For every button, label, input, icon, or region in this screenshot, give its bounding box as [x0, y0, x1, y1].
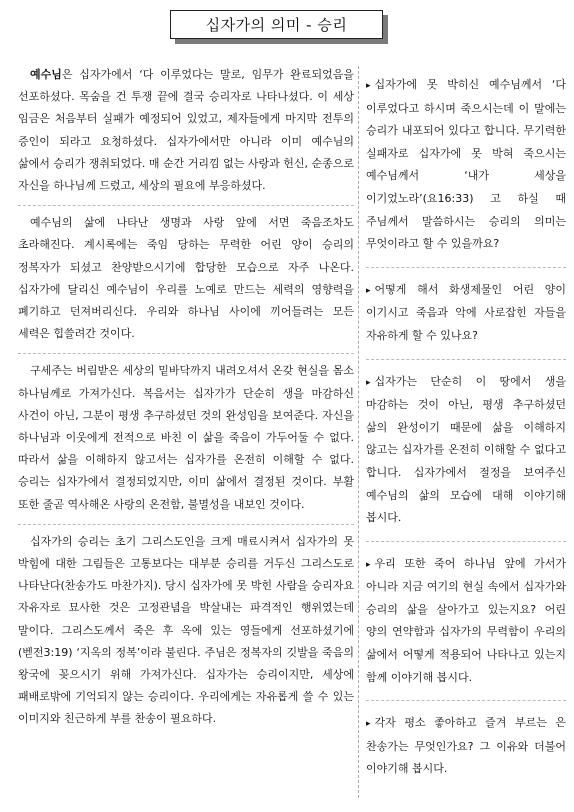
- question-divider: [366, 700, 566, 701]
- question-3: [366, 371, 566, 530]
- question-text: 어떻게 해서 화생제물인 어린 양이 이기시고 죽음과 악에 사로잡힌 자들을 자유하게 할 수 있나요?: [366, 282, 566, 342]
- paragraph-divider: [18, 353, 354, 354]
- question-text: 우리 또한 죽어 하나님 앞에 가서가 아니라 지금 여기의 현실 속에서 십자가와 승리의 삶을 살아가고 있는지요? 어린 양의 연약함과 십자가의 무력함이 우리의 삶에서 어떻게 적용되어 나타나고 있는지 함께 이야기해 봅시다.: [366, 556, 566, 684]
- question-text: 십자가는 단순히 이 땅에서 생을 마감하는 것이 아닌, 평생 추구하셨던 삶의 완성이기 때문에 삶을 이해하지 않고는 십자가를 온전히 이해할 수 없다고 합니다. 십자가에서 절정을 보여주신 예수님의 삶의 모습에 대해 이야기해 봅시다.: [366, 374, 566, 525]
- paragraph-1-text: 은 십자가에서 ‘다 이루었다는 말로, 임무가 완료되었음을 선포하셨다. 목숨을 건 투쟁 끝에 결국 승리자로 나타나셨다. 이 세상 임금은 처음부터 실패가 예정되어 있었고, 제자들에게 마지막 전투의 증인이 되라고 요청하셨다. 십자가에서만 아니라 이미 예수님의 삶에서 승리가 쟁취되었다. 매 순간 거리낌 없는 사랑과 헌신, 순종으로 자신을 하나님께 드렸고, 세상의 필요에 부응하셨다.: [18, 68, 354, 193]
- lead-word: 예수님: [30, 68, 62, 81]
- page-title: 십자가의 의미 - 승리: [170, 10, 383, 39]
- article-paragraph-3: 구세주는 버림받은 세상의 밑바닥까지 내려오셔서 온갖 현실을 몸소 하나님께로 가져가신다. 복음서는 십자가가 단순히 생을 마감하신 사건이 아닌, 그분이 평생 추구하셨던 것의 완성임을 보여준다. 자신을 하나님과 이웃에게 전적으로 바친 이 삶을 죽음이 가두어둘 수 없다. 따라서 삶을 이해하지 않고서는 십자가를 온전히 이해할 수 없다. 승리는 십자가에서 결정되었지만, 이미 삶에서 결정된 것이다. 부활 또한 줄곧 역사해온 사랑의 온전함, 불멸성을 내보인 것이다.: [18, 364, 354, 511]
- title-box: [170, 10, 388, 44]
- bullet-icon: ▸: [366, 559, 371, 570]
- article-column: [18, 64, 354, 731]
- question-divider: [366, 267, 566, 268]
- question-divider: [366, 359, 566, 360]
- paragraph-divider: [18, 524, 354, 525]
- article-paragraph-2: 예수님의 삶에 나타난 생명과 사랑 앞에 서면 죽음조차도 초라해진다. 계시록에는 죽임 당하는 무력한 어린 양이 승리의 정복자가 되셨고 찬양받으시기에 합당한 모습으로 자주 나온다. 십자가에 달리신 예수님이 우리를 노예로 만드는 세력의 영향력을 폐기하고 던져버리신다. 우리와 하나님 사이에 끼어들려는 모든 세력은 힙쓸려간 것이다.: [18, 216, 354, 341]
- bullet-icon: ▸: [366, 377, 371, 388]
- question-text: 십자가에 못 박히신 예수님께서 ‘다 이루었다고 하시며 죽으시는데 이 말에는 승리가 내포되어 있다고 합니다. 무기력한 실패자로 십자가에 못 박혀 죽으시는 예수님께서 ‘내가 세상을 이기었노라’(요16:33) 고 하실 때 주님께서 말씀하시는 승리의 의미는 무엇이라고 할 수 있을까요?: [366, 78, 566, 251]
- column-divider: [358, 66, 359, 798]
- question-5: [366, 712, 566, 781]
- bullet-icon: ▸: [366, 719, 371, 730]
- question-divider: [366, 541, 566, 542]
- bullet-icon: ▸: [366, 285, 371, 296]
- bullet-icon: ▸: [366, 81, 371, 91]
- questions-column: [366, 74, 566, 781]
- question-4: [366, 553, 566, 690]
- question-2: [366, 279, 566, 348]
- article-paragraph-4: 십자가의 승리는 초기 그리스도인을 크게 매료시켜서 십자가의 못 박힘에 대한 그림들은 고통보다는 대부분 승리를 거두신 그리스도로 나타난다(찬송가도 마찬가지). 당시 십자가에 못 박힌 사람을 승리자요 자유자로 묘사한 것은 고정관념을 박살내는 파격적인 행위였는데 말이다. 그리스도께서 죽은 후 옥에 있는 영들에게 선포하셨기에(벧전3:19) ‘지옥의 정복’이라 불린다. 주님은 정복자의 깃발을 죽음의 왕국에 꽂으시기 위해 가져가신다. 십자가는 승리이지만, 세상에 패배로밖에 기억되지 않는 승리이다. 우리에게는 자유롭게 쓸 수 있는 이미지와 친근하게 부를 찬송이 필요하다.: [18, 534, 354, 726]
- question-text: 각자 평소 좋아하고 즐겨 부르는 은 찬송가는 무엇인가요? 그 이유와 더불어 이야기해 봅시다.: [366, 716, 566, 776]
- article-paragraph-1: [18, 64, 354, 197]
- question-1: [366, 74, 566, 256]
- paragraph-divider: [18, 205, 354, 206]
